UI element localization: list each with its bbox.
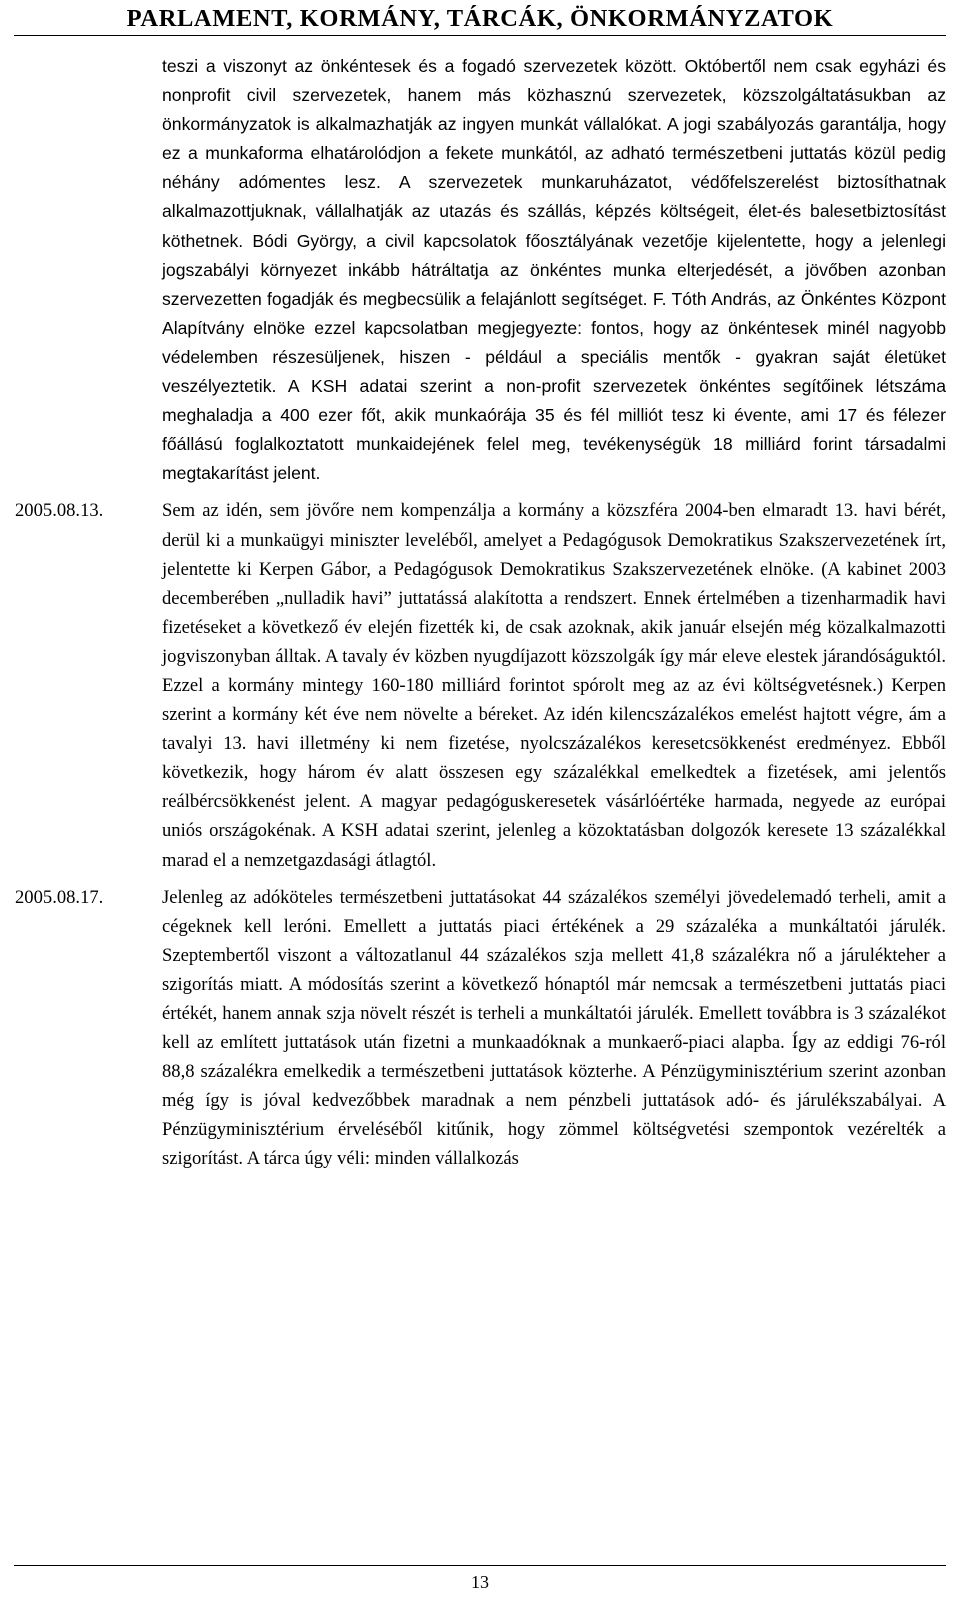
news-entries (0, 52, 960, 1182)
entry-date: 2005.08.17. (15, 886, 104, 908)
news-entry (0, 883, 960, 1174)
news-entry (0, 496, 960, 874)
entry-text: Jelenleg az adóköteles természetbeni juttatásokat 44 százalékos személyi jövedelemadó terheli, amit a cégeknek kell leróni. Emellett a juttatás piaci értékének a 29 százaléka a munkáltatói járulék. Szeptembertől viszont a változatlanul 44 százalékos szja mellett 41,8 százalékra nő a járulékteher a szigorítás miatt. A módosítás szerint a következő hónaptól már nemcsak a természetbeni juttatás piaci értékét, hanem annak szja növelt részét is terheli a munkáltatói járulék. Emellett továbbra is 3 százalékot kell az említett juttatások után fizetni a munkaadóknak a munkaerő-piaci alapba. Így az eddigi 76-ról 88,8 százalékra emelkedik a természetbeni juttatások közterhe. A Pénzügyminisztérium szerint azonban még így is jóval kedvezőbbek maradnak a nem pénzbeli juttatások adó- és járulékszabályai. A Pénzügyminisztérium érveléséből kitűnik, hogy zömmel költségvetési szempontok vezérelték a szigorítást. A tárca úgy véli: minden vállalkozás (162, 886, 946, 1170)
entry-date: 2005.08.13. (15, 500, 104, 522)
header-rule (14, 35, 946, 36)
running-header-title: PARLAMENT, KORMÁNY, TÁRCÁK, ÖNKORMÁNYZATOK (126, 5, 834, 32)
footer-rule (14, 1565, 946, 1566)
entry-text: Sem az idén, sem jövőre nem kompenzálja a kormány a közszféra 2004-ben elmaradt 13. havi bérét, derül ki a munkaügyi miniszter leveléből, amelyet a Pedagógusok Demokratikus Szakszervezetének írt, jelentette ki Kerpen Gábor, a Pedagógusok Demokratikus Szakszervezetének elnöke. (A kabinet 2003 decemberében „nulladik havi” juttatássá alakította a rendszert. Ennek értelmében a tizenharmadik havi fizetéseket a következő év elején fizették ki, de csak azoknak, akik január elsején még közalkalmazotti jogviszonyban álltak. A tavaly év közben nyugdíjazott közszolgák így már eleve elestek járandóságuktól. Ezzel a kormány mintegy 160-180 milliárd forintot spórolt meg az az évi költségvetésnek.) Kerpen szerint a kormány két éve nem növelte a béreket. Az idén kilencszázalékos emelést hajtott végre, ám a tavalyi 13. havi illetmény ki nem fizetése, nyolcszázalékos keresetcsökkenést eredményez. Ebből következik, hogy három év alatt összesen egy százalékkal emelkedtek a fizetések, ami jelentős reálbércsökkenést jelent. A magyar pedagóguskeresetek vásárlóértéke harmada, negyede az európai uniós országokénak. A KSH adatai szerint, jelenleg a közoktatásban dolgozók keresete 13 százalékkal marad el a nemzetgazdasági átlagtól. (162, 500, 946, 871)
entry-text: teszi a viszonyt az önkéntesek és a fogadó szervezetek között. Októbertől nem csak egyházi és nonprofit civil szervezetek, hanem más közhasznú szervezetek, közszolgáltatásukban az önkormányzatok is alkalmazhatják az ingyen munkát vállalókat. A jogi szabályozás garantálja, hogy ez a munkaforma elhatárolódjon a fekete munkától, az adható természetbeni juttatás közül pedig néhány adómentes lesz. A szervezetek munkaruházatot, védőfelszerelést biztosíthatnak alkalmazottjuknak, vállalhatják az utazás és szállás, képzés költségeit, élet-és balesetbiztosítást köthetnek. Bódi György, a civil kapcsolatok főosztályának vezetője kijelentette, hogy a jelenlegi jogszabályi környezet inkább hátráltatja az önkéntes munka elterjedését, a jövőben azonban szervezetten fogadják és megbecsülik a felajánlott segítséget. F. Tóth András, az Önkéntes Központ Alapítvány elnöke ezzel kapcsolatban megjegyezte: fontos, hogy az önkéntesek minél nagyobb védelemben részesüljenek, hiszen - például a speciális mentők - gyakran saját életüket veszélyeztetik. A KSH adatai szerint a non-profit szervezetek önkéntes segítőinek létszáma meghaladja a 400 ezer főt, akik munkaórája 35 és fél milliót tesz ki évente, ami 17 és félezer főállású foglalkoztatott munkaidejének felel meg, tevékenységük 18 milliárd forint társadalmi megtakarítást jelent. (162, 56, 946, 484)
news-entry (0, 52, 960, 488)
page-number: 13 (471, 1572, 489, 1592)
